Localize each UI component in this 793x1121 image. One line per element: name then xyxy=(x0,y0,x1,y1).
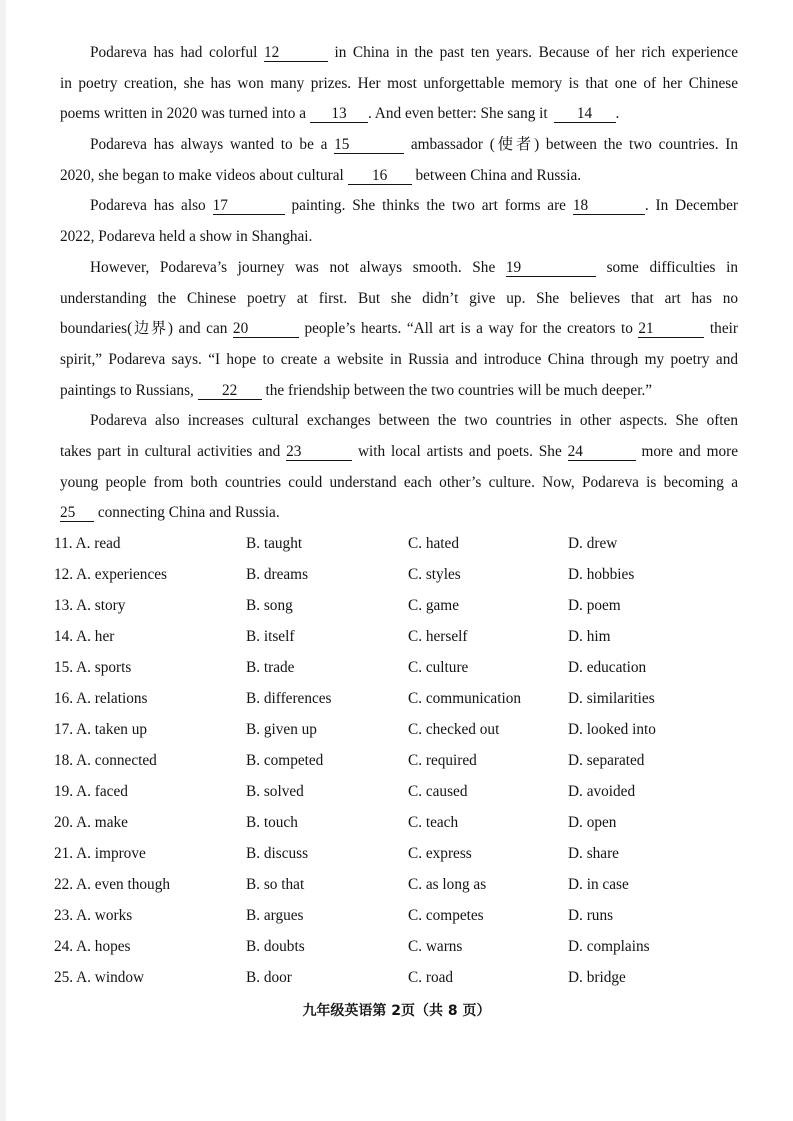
passage-line: takes part in cultural activities and 23 with local artists and poets. She 24 more and more xyxy=(60,442,739,460)
option-row: 15. A. sports B. trade C. culture D. education xyxy=(54,659,647,676)
blank-20: 20 xyxy=(233,321,299,338)
page-footer: 九年级英语第 2页（共 8 页） xyxy=(302,1003,491,1019)
blank-25: 25 xyxy=(60,505,94,522)
blank-13: 13 xyxy=(310,106,368,123)
option-row: 21. A. improve B. discuss C. express D. share xyxy=(54,845,619,862)
cloze-passage xyxy=(60,38,738,529)
option-row: 12. A. experiences B. dreams C. styles D. hobbies xyxy=(54,566,635,583)
passage-line: boundaries(边界) and can 20 people’s hearts. “All art is a way for the creators to 21 their xyxy=(60,320,738,338)
passage-line: 2022, Podareva held a show in Shanghai. xyxy=(60,228,313,246)
blank-17: 17 xyxy=(213,198,285,215)
option-row: 17. A. taken up B. given up C. checked out D. looked into xyxy=(54,721,656,738)
passage-line: in poetry creation, she has won many prizes. Her most unforgettable memory is that one of her Chinese xyxy=(60,74,738,92)
option-row: 16. A. relations B. differences C. communication D. similarities xyxy=(54,690,655,707)
blank-15: 15 xyxy=(334,137,404,154)
option-row: 23. A. works B. argues C. competes D. runs xyxy=(54,907,614,924)
passage-line: 25 connecting China and Russia. xyxy=(60,504,280,522)
option-row: 25. A. window B. door C. road D. bridge xyxy=(54,969,626,986)
passage-line: paintings to Russians, 22 the friendship between the two countries will be much deeper.” xyxy=(60,381,653,399)
option-row: 18. A. connected B. competed C. required D. separated xyxy=(54,752,645,769)
passage-line: Podareva has also 17 painting. She thinks the two art forms are 18 . In December xyxy=(90,197,738,215)
option-row: 19. A. faced B. solved C. caused D. avoided xyxy=(54,783,636,800)
option-row: 22. A. even though B. so that C. as long as D. in case xyxy=(54,876,629,893)
page-edge xyxy=(0,0,6,1121)
passage-line: However, Podareva’s journey was not always smooth. She 19 some difficulties in xyxy=(90,258,739,276)
passage-line: Podareva also increases cultural exchanges between the two countries in other aspects. She often xyxy=(90,412,738,430)
option-row: 14. A. her B. itself C. herself D. him xyxy=(54,628,611,645)
blank-24: 24 xyxy=(568,444,636,461)
passage-line: understanding the Chinese poetry at first. But she didn’t give up. She believes that art has no xyxy=(60,289,738,307)
option-row: 20. A. make B. touch C. teach D. open xyxy=(54,814,617,831)
passage-line: Podareva has always wanted to be a 15 ambassador (使者) between the two countries. In xyxy=(90,136,738,154)
option-row: 24. A. hopes B. doubts C. warns D. complains xyxy=(54,938,650,955)
blank-21: 21 xyxy=(638,321,704,338)
blank-19: 19 xyxy=(506,260,596,277)
passage-line: poems written in 2020 was turned into a 13 . And even better: She sang it 14 . xyxy=(60,105,620,123)
blank-12: 12 xyxy=(264,45,328,62)
blank-22: 22 xyxy=(198,383,262,400)
passage-line: 2020, she began to make videos about cultural 16 between China and Russia. xyxy=(60,166,582,184)
blank-14: 14 xyxy=(554,106,616,123)
blank-18: 18 xyxy=(573,198,645,215)
blank-23: 23 xyxy=(286,444,352,461)
answer-options xyxy=(54,528,744,993)
blank-16: 16 xyxy=(348,168,412,185)
option-row: 11. A. read B. taught C. hated D. drew xyxy=(54,535,618,552)
passage-line: Podareva has had colorful 12 in China in the past ten years. Because of her rich experience xyxy=(90,44,738,61)
option-row: 13. A. story B. song C. game D. poem xyxy=(54,597,621,614)
passage-line: young people from both countries could understand each other’s culture. Now, Podareva is becoming a xyxy=(60,473,738,491)
passage-line: spirit,” Podareva says. “I hope to create a website in Russia and introduce China through my poetry and xyxy=(60,350,738,368)
